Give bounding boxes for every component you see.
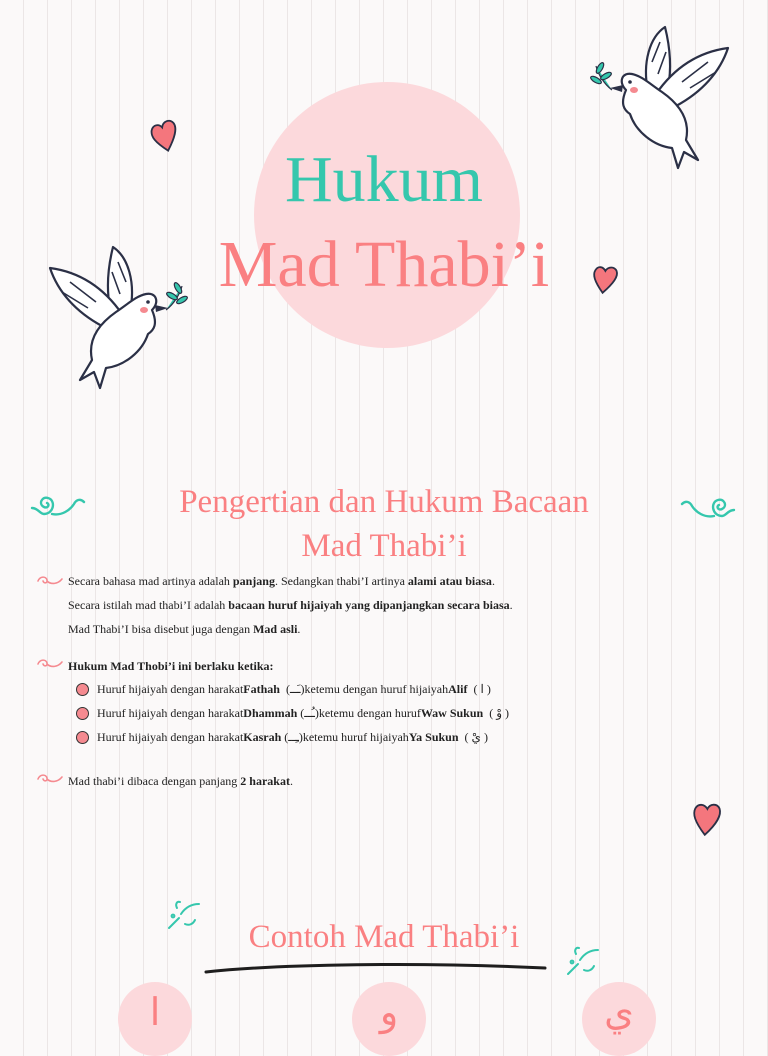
text: . xyxy=(491,574,495,588)
emphasis: Fathah xyxy=(243,682,280,696)
example-letter: ا xyxy=(149,992,161,1034)
underline-stroke xyxy=(200,960,550,976)
text: Mad Thabi’I bisa disebut juga dengan xyxy=(68,622,254,636)
emphasis: panjang xyxy=(232,574,275,588)
example-letter: ي xyxy=(604,992,634,1034)
section-title-line2: Mad Thabi’i xyxy=(301,528,467,564)
text: . xyxy=(297,622,301,636)
example-letter: و xyxy=(379,992,399,1034)
text: . xyxy=(509,598,513,612)
page-title-line1: Hukum xyxy=(285,143,483,216)
definition-line-1 xyxy=(68,573,495,589)
text: . xyxy=(289,774,293,788)
examples-title: Contoh Mad Thabi’i xyxy=(248,919,520,955)
swirl-bullet-icon xyxy=(36,771,64,785)
rule-item xyxy=(76,729,488,745)
bullet-dot-icon xyxy=(76,707,89,720)
text: Mad thabi’i dibaca dengan panjang xyxy=(68,774,241,788)
rules-heading: Hukum Mad Thobi’i ini berlaku ketika: xyxy=(68,659,274,673)
heart-icon xyxy=(690,800,724,838)
text: Secara istilah mad thabi’I adalah xyxy=(68,598,229,612)
swirl-bullet-icon xyxy=(36,656,64,670)
dove-icon xyxy=(590,22,740,177)
text: ketemu dengan huruf xyxy=(318,706,421,720)
emphasis: Alif xyxy=(448,682,468,696)
text: ketemu huruf hijaiyah xyxy=(302,730,409,744)
harakat-mark: (ـَــ) xyxy=(285,682,305,696)
heart-icon xyxy=(150,118,180,154)
emphasis: Ya Sukun xyxy=(408,730,459,744)
arabic-glyph: ( يْ ) xyxy=(464,730,488,744)
text: Huruf hijaiyah dengan harakat xyxy=(97,682,244,696)
section-title xyxy=(0,480,768,568)
dove-icon xyxy=(38,242,188,397)
section-title-line1: Pengertian dan Hukum Bacaan xyxy=(179,484,589,520)
bullet-dot-icon xyxy=(76,731,89,744)
text: Secara bahasa mad artinya adalah xyxy=(68,574,233,588)
arabic-glyph: ( ا ) xyxy=(473,682,491,696)
length-line xyxy=(68,773,293,789)
emphasis: Kasrah xyxy=(243,730,282,744)
page-title-line2: Mad Thabi’i xyxy=(218,228,550,301)
harakat-mark: (ـِــ) xyxy=(284,730,303,744)
definition-line-3 xyxy=(68,621,300,637)
emphasis: Mad asli xyxy=(253,622,298,636)
definition-line-2 xyxy=(68,597,513,613)
emphasis: bacaan huruf hijaiyah yang dipanjangkan secara biasa xyxy=(228,598,510,612)
emphasis: 2 harakat xyxy=(240,774,290,788)
text: Huruf hijaiyah dengan harakat xyxy=(97,730,244,744)
text: . Sedangkan thabi’I artinya xyxy=(274,574,408,588)
swirl-bullet-icon xyxy=(36,573,64,587)
emphasis: Dhammah xyxy=(243,706,298,720)
text: ketemu dengan huruf hijaiyah xyxy=(304,682,449,696)
rule-item xyxy=(76,705,509,721)
emphasis: Waw Sukun xyxy=(420,706,484,720)
text: Huruf hijaiyah dengan harakat xyxy=(97,706,244,720)
arabic-glyph: ( وْ ) xyxy=(489,706,509,720)
emphasis: alami atau biasa xyxy=(407,574,492,588)
rule-item xyxy=(76,681,491,697)
heart-icon xyxy=(590,262,620,296)
harakat-mark: (ـُــ) xyxy=(300,706,319,720)
bullet-dot-icon xyxy=(76,683,89,696)
